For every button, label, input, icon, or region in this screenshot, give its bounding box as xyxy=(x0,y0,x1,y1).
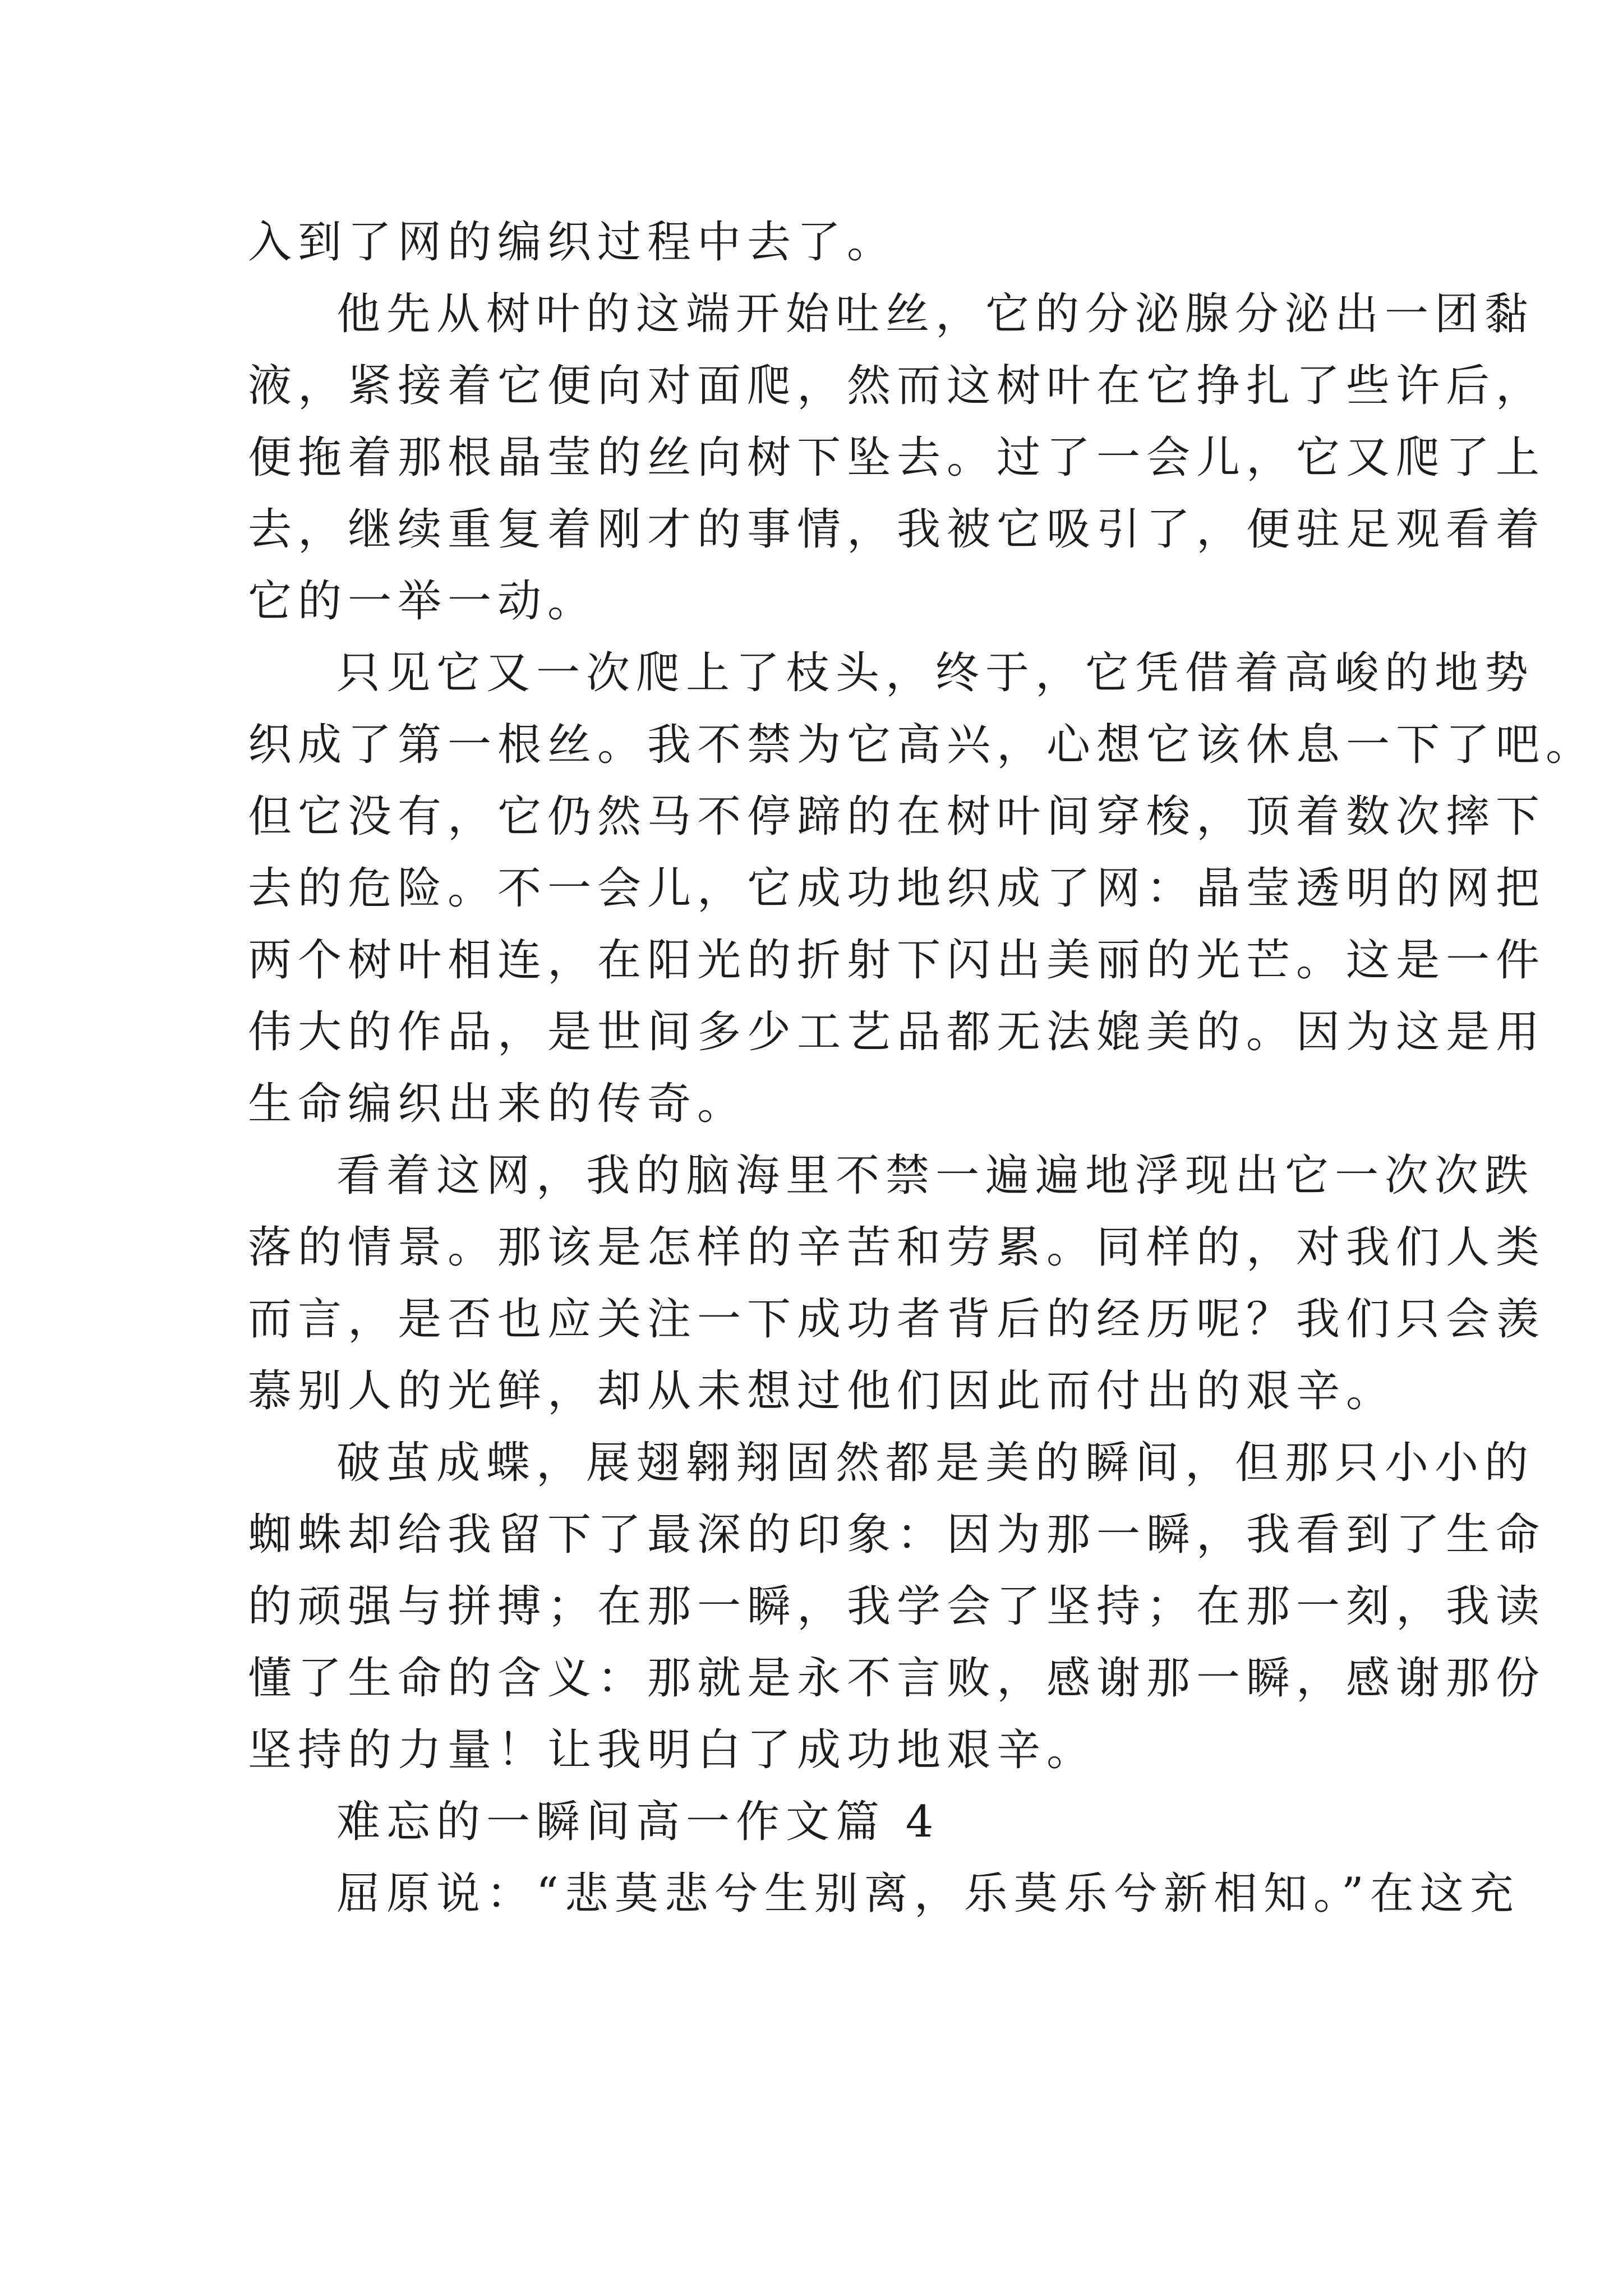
text-line-22: 坚持的力量！让我明白了成功地艰辛。 xyxy=(248,1725,1097,1775)
text-line-2: 他先从树叶的这端开始吐丝，它的分泌腺分泌出一团黏 xyxy=(336,289,1535,339)
text-line-13: 生命编织出来的传奇。 xyxy=(248,1079,748,1129)
text-line-24: 屈原说：“悲莫悲兮生别离，乐莫乐兮新相知。”在这充 xyxy=(336,1869,1520,1919)
text-line-5: 去，继续重复着刚才的事情，我被它吸引了，便驻足观看着 xyxy=(248,504,1546,555)
text-line-9: 但它没有，它仍然马不停蹄的在树叶间穿梭，顶着数次摔下 xyxy=(248,792,1546,842)
text-line-7: 只见它又一次爬上了枝头，终于，它凭借着高峻的地势 xyxy=(336,648,1535,698)
text-line-3: 液，紧接着它便向对面爬，然而这树叶在它挣扎了些许后， xyxy=(248,361,1546,411)
text-line-11: 两个树叶相连，在阳光的折射下闪出美丽的光芒。这是一件 xyxy=(248,935,1546,986)
section-heading: 难忘的一瞬间高一作文篇 4 xyxy=(336,1797,940,1847)
text-line-6: 它的一举一动。 xyxy=(248,576,598,627)
text-line-21: 懂了生命的含义：那就是永不言败，感谢那一瞬，感谢那份 xyxy=(248,1653,1546,1704)
text-line-16: 而言，是否也应关注一下成功者背后的经历呢？我们只会羡 xyxy=(248,1294,1546,1345)
text-line-1: 入到了网的编织过程中去了。 xyxy=(248,217,897,268)
text-line-14: 看着这网，我的脑海里不禁一遍遍地浮现出它一次次跌 xyxy=(336,1151,1535,1201)
text-line-12: 伟大的作品，是世间多少工艺品都无法媲美的。因为这是用 xyxy=(248,1007,1546,1057)
text-line-18: 破茧成蝶，展翅翱翔固然都是美的瞬间，但那只小小的 xyxy=(336,1438,1535,1488)
text-line-19: 蜘蛛却给我留下了最深的印象：因为那一瞬，我看到了生命 xyxy=(248,1510,1546,1560)
text-line-8: 织成了第一根丝。我不禁为它高兴，心想它该休息一下了吧。 xyxy=(248,720,1596,770)
text-line-20: 的顽强与拼搏；在那一瞬，我学会了坚持；在那一刻，我读 xyxy=(248,1581,1546,1632)
text-line-10: 去的危险。不一会儿，它成功地织成了网：晶莹透明的网把 xyxy=(248,863,1546,914)
text-line-15: 落的情景。那该是怎样的辛苦和劳累。同样的，对我们人类 xyxy=(248,1222,1546,1273)
text-line-17: 慕别人的光鲜，却从未想过他们因此而付出的艰辛。 xyxy=(248,1366,1396,1416)
text-line-4: 便拖着那根晶莹的丝向树下坠去。过了一会儿，它又爬了上 xyxy=(248,432,1546,483)
